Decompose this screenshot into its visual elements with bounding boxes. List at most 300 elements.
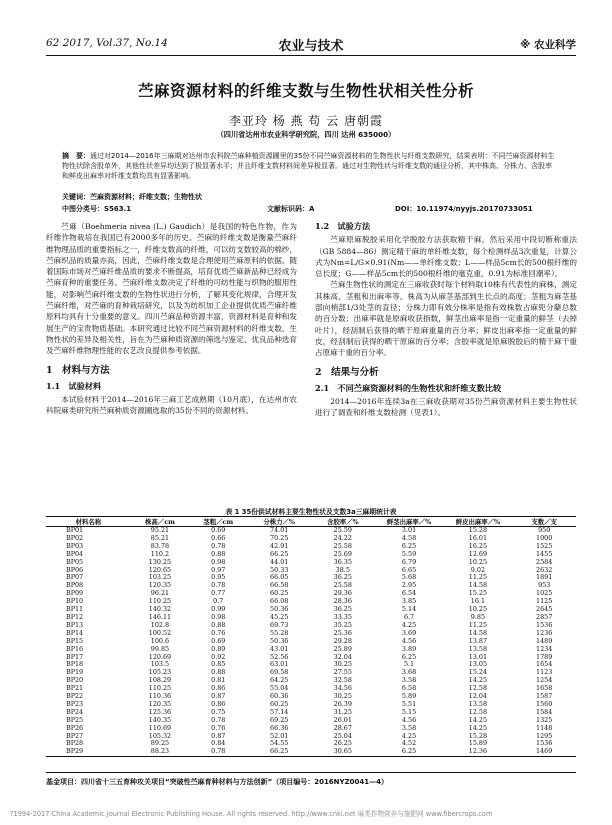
table-cell: 66.58 [270,581,289,590]
col-header-gum: 含胶率／% [311,517,375,527]
table-cell: 60.36 [270,692,289,701]
table-cell: 4.25 [401,731,417,740]
table-cell: 15.24 [468,668,488,677]
table-cell: 14.25 [468,715,488,724]
table-row [46,630,576,638]
col-header-count: 支数／支 [512,517,576,527]
table-cell: 0.95 [211,573,226,582]
table-cell: 13.87 [468,636,488,645]
table-cell: 5.15 [401,707,417,716]
abstract-text: 通过对2014—2016年三麻期对达州市农科院苎麻种植资源圃里的35份不同苎麻资源材料的生物性状与纤维支数研究，结果表明：不同苎麻资源材料生物性状除含股单外，其他性状差异均达到了极显著水平；并且纤维支数材料间差异极显著。通过对生物性状与纤维支数的通径分析，其中株高、分株力、含股率和鲜皮出麻率对纤维支数均具有显著影响。 [62,152,555,181]
left-column [46,221,297,417]
table-cell: 25.59 [333,526,352,534]
table-cell: 2645 [536,605,553,614]
table-row [46,725,576,733]
table-cell: 1025 [536,589,553,598]
table-cell: BP17 [66,652,84,661]
table-cell: 3.85 [401,597,417,606]
table-cell: 0.77 [211,589,226,598]
table-cell: 3.58 [401,676,417,685]
table-cell: 52.56 [270,652,289,661]
subsection-heading-1-1: 1.1 试验材料 [46,380,102,391]
table-cell: 120.35 [148,581,172,590]
table-row [46,693,576,701]
table-cell: BP12 [66,612,84,621]
table-cell: BP01 [66,526,84,534]
table-cell: 3.58 [401,723,417,732]
table-cell: BP25 [66,715,84,724]
table-cell: 6.58 [401,684,417,693]
table-cell: 1148 [536,723,553,732]
table-cell: BP23 [66,699,84,708]
table-cell: 89.25 [150,739,170,748]
table-cell: 3.69 [401,628,417,637]
table-cell: 66.05 [270,573,289,582]
table-row [46,551,576,559]
table-cell: 1489 [536,636,553,645]
table-cell: 42.91 [270,541,289,550]
table-cell: 2632 [536,565,553,574]
table-cell: 0.86 [211,699,226,708]
table-cell: 74.01 [270,526,289,534]
table-cell: 1587 [536,692,553,701]
table-cell: 2584 [536,557,553,566]
table-cell: BP14 [66,628,84,637]
col-header-tiller: 分株力／% [247,517,311,527]
table-cell: 13.58 [468,699,488,708]
table-cell: 99.85 [150,644,170,653]
table-cell: 63.01 [270,660,289,669]
table-cell: 146.11 [148,612,172,621]
table-cell: 6.25 [375,748,444,756]
table-cell: 50.36 [270,636,289,645]
table-cell: 28.36 [333,597,352,606]
table-cell: 1236 [536,628,553,637]
table-cell: 6.65 [401,565,417,574]
table-cell: 4.25 [401,620,417,629]
table-cell: 10.25 [468,605,488,614]
table-cell: 95.21 [150,526,170,534]
table-cell: 16.01 [468,533,488,542]
methods-paragraph-1: 苎麻原麻脱胶采用化学脱胶方法获取精干麻，然后采用中段切断称重法（GB 5884—86）测定精干麻的单纤维支数，每个检测样品3次重复，计算公式为Nm=L/G×0.91(Nm——单纤维支数；L——样品5cm长的500根纤维的总长度；G——样品5cm长的500根纤维的毫克重，0.91为标准回潮率）。 [315,235,577,279]
table-cell: 1654 [536,660,553,669]
table-cell: 1584 [536,707,553,716]
table-cell: 12.36 [443,748,512,756]
table-cell: 69.25 [270,715,289,724]
table-row [46,638,576,646]
affiliation: （四川省达州市农业科学研究院，四川 达州 635000） [216,130,396,139]
table-cell: 12.69 [468,549,488,558]
table-cell: 0.86 [211,684,226,693]
col-header-stem: 茎粗／cm [189,517,247,527]
table-row [46,535,576,543]
table-row [46,606,576,614]
table-cell: 36.25 [333,605,352,614]
table-cell: 38.5 [335,565,350,574]
table-cell: 1789 [536,652,553,661]
table-cell: 30.25 [333,692,352,701]
table-cell: 5.1 [403,660,415,669]
table-cell: 25.69 [333,549,352,558]
table-cell: 66.25 [270,549,289,558]
table-row [46,740,576,748]
table-cell: 25.58 [333,541,352,550]
table-row [46,709,576,717]
intro-paragraph: 苎麻（Boehmeria nivea (L.) Gaudich）是我国的特色作物，作为纤维作物栽培在我国已有2000多年的历史。苎麻的纤维支数是衡量苎麻纤维物理品质的重要指标之一，纤维支数高的纤维，可以纺支数较高的棉纱，苎麻织品的质量亦高，因此，苎麻纤维支数是合理使用苎麻原料的依据。随着国际市场对苎麻纤维品质的要求不断提高，培育优质苎麻新品种已经成为苎麻育种的重要任务。苎麻纤维支数决定了纤维的可纺性能与织物的服用性能，对影响苎麻纤维支数的生物性状进行分析，了解其变化规律，合理开发苎麻纤维，对苎麻的育种栽培研究，以及为纺织加工企业提供优质苎麻纤维原料均具有十分重要的意义。四川苎麻品种资源丰富，资源材料是育种和发展生产的宝贵物质基础。本研究通过比较不同苎麻资源材料的纤维支数、生物性状的差异及相关性，旨在为苎麻种质资源的筛选与鉴定、优良品种选育及苎麻纤维物理性能的农艺改良提供参考依据。 [46,222,297,356]
table-cell: 110.2 [150,549,170,558]
table-cell: BP02 [66,533,84,542]
table-cell: 3.89 [401,644,417,653]
table-cell: 120.69 [148,652,172,661]
table-cell: BP29 [46,748,131,756]
table-cell: BP26 [66,723,84,732]
table-cell: 32.04 [333,652,352,661]
table-cell: 102.8 [150,620,170,629]
table-cell: 29.28 [333,636,352,645]
results-paragraph: 2014—2016年连续3a在三麻收获期对35份苎麻资源材料主要生物性状进行了调查和纤维支数检测（见表1）。 [315,397,577,418]
table-cell: 6.79 [401,557,417,566]
table-cell: 0.78 [211,581,226,590]
table-cell: 1455 [536,549,553,558]
table-cell: 14.58 [468,628,488,637]
table-row [46,748,576,756]
funding-note: 基金项目：四川省十三五育种攻关项目“突破性苎麻育种材料与方法创新”（项目编号：2016NYZ0041—4） [46,772,576,787]
col-header-stem-yield: 鲜茎出麻率／% [375,517,444,527]
table-cell: 0.98 [211,612,226,621]
table-cell: 64.25 [270,676,289,685]
table-cell: 15.89 [468,739,488,748]
clc-number: 中图分类号：S563.1 [62,205,132,213]
table-cell: 140.35 [148,715,172,724]
table-cell: 36.25 [333,573,352,582]
table-cell: BP09 [66,589,84,598]
table-cell: 70.25 [270,533,289,542]
table-cell: 5.51 [401,699,417,708]
table-cell: 2857 [536,612,553,621]
abstract-label: 摘 要： [62,152,90,160]
table-cell: 105.32 [148,731,172,740]
author-list: 李亚玲 杨 燕 苟 云 唐朝霞 [228,114,384,128]
table-cell: 2.95 [401,581,417,590]
table-body [46,527,576,757]
table-row [46,622,576,630]
table-cell: 125.36 [148,707,172,716]
table-cell: 15.28 [468,526,488,534]
table-cell: 110.36 [148,692,172,701]
table-cell: 54.55 [270,739,289,748]
table-cell: 69.58 [270,668,289,677]
table-cell: BP07 [66,573,84,582]
table-cell: 100.52 [148,628,172,637]
table-cell: 30.25 [333,660,352,669]
table-cell: 5.14 [401,605,417,614]
table-cell: 4.56 [401,715,417,724]
table-cell: 4.58 [401,533,417,542]
table-row [46,582,576,590]
table-cell: 0.88 [211,668,226,677]
doi: DOI：10.11974/nyyjs.20170733051 [395,205,533,213]
table-cell: 25.58 [333,581,352,590]
table-cell: 13.58 [468,644,488,653]
table-cell: 25.04 [333,731,352,740]
table-cell: 83.78 [150,541,170,550]
table-cell: 1325 [536,715,553,724]
table-cell: 1000 [536,533,553,542]
table-cell: 12.58 [468,684,488,693]
table-cell: 12.04 [468,692,488,701]
table-cell: 105.23 [148,668,172,677]
table-cell: 66.25 [247,748,311,756]
table-cell: 45.25 [270,612,289,621]
table-cell: 31.25 [333,707,352,716]
keywords: 关键词：苎麻资源材料；纤维支数；生物性状 [62,193,202,201]
table-cell: BP04 [66,549,84,558]
table-cell: 0.92 [211,652,226,661]
table-cell: BP20 [66,676,84,685]
section-heading-2: 2 结果与分析 [315,366,379,378]
table-cell: 5.89 [401,692,417,701]
table-cell: 6.25 [401,652,417,661]
table-cell: 0.76 [211,723,226,732]
table-row [46,614,576,622]
document-code: 文献标识码：A [267,205,315,213]
col-header-height: 株高／cm [131,517,189,527]
table-cell: 27.55 [333,668,352,677]
table-cell: 0.88 [211,549,226,558]
table-header-row [46,517,576,527]
table-cell: BP08 [66,581,84,590]
table-cell: 14.25 [468,676,488,685]
table-row [46,567,576,575]
table-row [46,654,576,662]
table-cell: 103.25 [148,573,172,582]
table-cell: 66.08 [270,597,289,606]
table-cell: 50.36 [270,605,289,614]
table-cell: 0.97 [211,565,226,574]
right-column [315,221,577,419]
table-cell: 950 [538,526,551,534]
table-cell: 55.28 [270,628,289,637]
table-cell: BP10 [66,597,84,606]
table-cell: 33.35 [333,612,352,621]
table-cell: 1125 [536,597,553,606]
table-cell: 0.66 [211,533,226,542]
header-rule [46,55,576,56]
table-row [46,661,576,669]
article-ids [62,204,558,214]
table-cell: 52.01 [270,731,289,740]
table-cell: 103.5 [150,660,170,669]
table-cell: 28.67 [333,723,352,732]
table-cell: 0.88 [211,620,226,629]
table-cell: 1295 [536,731,553,740]
table-cell: 35.25 [333,620,352,629]
table-cell: BP18 [66,660,84,669]
table-cell: 130.25 [148,557,172,566]
table-cell: 55.04 [270,684,289,693]
table-cell: 1469 [512,748,576,756]
running-header [46,37,576,53]
table-cell: BP27 [66,731,84,740]
table-cell: BP06 [66,565,84,574]
table-cell: 10.25 [468,557,488,566]
table-cell: 0.87 [211,731,226,740]
table-cell: 0.85 [211,660,226,669]
table-cell: 0.89 [211,644,226,653]
journal-name: 农业与技术 [278,39,344,54]
table-cell: BP21 [66,684,84,693]
table-row [46,717,576,725]
section-heading-1: 1 材料与方法 [46,364,110,376]
abstract [62,151,558,182]
table-cell: BP15 [66,636,84,645]
table-cell: 0.78 [211,715,226,724]
table-cell: 110.69 [148,723,172,732]
table-cell: BP16 [66,644,84,653]
table-caption: 表 1 35份供试材料主要生物性状及支数3a三麻期统计表 [225,508,397,516]
table-cell: 26.25 [333,739,352,748]
table-cell: BP13 [66,620,84,629]
section-name: ※ 农业科学 [520,39,576,51]
table-row [46,669,576,677]
table-cell: 953 [538,581,551,590]
table-cell: 85.21 [150,533,170,542]
table-cell: 0.99 [211,605,226,614]
col-header-name: 材料名称 [46,517,131,527]
table-cell: 16.1 [470,597,486,606]
table-cell: 1234 [536,644,553,653]
table-cell: 0.7 [213,597,224,606]
table-cell: 4.52 [401,739,417,748]
table-row [46,677,576,685]
table-cell: 30.65 [311,748,375,756]
table-row [46,527,576,535]
table-row [46,646,576,654]
table-cell: 57.14 [270,707,289,716]
table-cell: 15.28 [468,731,488,740]
table-row [46,598,576,606]
table-cell: 120.65 [148,565,172,574]
materials-paragraph: 本试验材料于2014—2016年三麻工艺成熟期（10月底），在达州市农科院麻类研究所苎麻种质资源圃选取的35份不同的资源材料。 [46,395,297,416]
table-cell: BP22 [66,692,84,701]
table-cell: 12.58 [468,707,488,716]
table-cell: 43.01 [270,644,289,653]
table-cell: 1891 [536,573,553,582]
table-cell: 44.01 [270,557,289,566]
data-table [46,516,576,757]
table-cell: 69.73 [270,620,289,629]
table-cell: 108.29 [148,676,172,685]
table-cell: 96.21 [150,589,170,598]
table-cell: 1254 [536,676,553,685]
table-cell: 1123 [536,668,553,677]
table-cell: 5.59 [401,549,417,558]
paper-title: 苎麻资源材料的纤维支数与生物性状相关性分析 [137,82,474,100]
table-cell: 6.7 [403,612,415,621]
table-cell: 9.85 [470,612,486,621]
table-cell: 140.32 [148,605,172,614]
table-cell: 6.25 [401,541,417,550]
table-cell: 0.78 [189,748,247,756]
table-cell: BP03 [66,541,84,550]
table-cell: 50.33 [270,565,289,574]
table-cell: 4.56 [401,636,417,645]
table-cell: 3.68 [401,668,417,677]
table-cell: 24.22 [333,533,352,542]
table-cell: BP28 [66,739,84,748]
table-cell: 60.25 [270,699,289,708]
table-cell: 6.54 [401,589,417,598]
table-cell: 5.68 [401,573,417,582]
table-cell: 0.75 [211,707,226,716]
page-footer: ?1994-2017 China Academic Journal Electronic Publishing House. All rights reserved. http://www.cnki.net 麻类作物营养与施肥网 www.fibercrops.com [10,810,493,818]
subsection-heading-2-1: 2.1 不同苎麻资源材料的生物性状和纤维支数比较 [315,382,502,393]
table-cell: 14.58 [468,581,488,590]
table-cell: 26.39 [333,699,352,708]
table-cell: 0.98 [211,557,226,566]
issue-info: 62 2017, Vol.37, No.14 [46,37,168,49]
table-cell: 13.05 [468,660,488,669]
subsection-heading-1-2: 1.2 试验方法 [315,221,371,231]
table-cell: BP19 [66,668,84,677]
table-cell: 0.81 [211,676,226,685]
table-cell: 100.6 [150,636,170,645]
table-cell: 15.25 [468,589,488,598]
table-row [46,590,576,598]
table-cell: 14.25 [468,723,488,732]
table-row [46,559,576,567]
table-cell: 60.25 [270,589,289,598]
table-row [46,733,576,741]
table-cell: 110.25 [148,597,172,606]
table-cell: 36.35 [333,557,352,566]
table-cell: 34.56 [333,684,352,693]
table-row [46,543,576,551]
table-cell: 1525 [536,541,553,550]
table-row [46,701,576,709]
table-cell: 110.25 [148,684,172,693]
table-cell: 9.02 [470,565,486,574]
table-cell: BP24 [66,707,84,716]
table-cell: 26.01 [333,715,352,724]
col-header-bark-yield: 鲜皮出麻率／% [443,517,512,527]
table-cell: 1536 [536,620,553,629]
table-cell: BP11 [66,605,84,614]
table-cell: 0.76 [211,628,226,637]
table-cell: 0.78 [211,541,226,550]
table-cell: 0.84 [211,739,226,748]
table-cell: BP05 [66,557,84,566]
table-cell: 0.69 [211,636,226,645]
table-cell: 1658 [536,684,553,693]
table-cell: 0.69 [211,526,226,534]
table-row [46,685,576,693]
table-cell: 3.01 [401,526,417,534]
table-cell: 120.35 [148,699,172,708]
table-cell: 25.36 [333,628,352,637]
table-cell: 1560 [536,699,553,708]
table-cell: 25.89 [333,644,352,653]
table-cell: 88.23 [131,748,189,756]
table-cell: 29.36 [333,589,352,598]
table-cell: 1536 [536,739,553,748]
table-cell: 66.36 [270,723,289,732]
table-cell: 13.01 [468,652,488,661]
table-cell: 0.87 [211,692,226,701]
table-cell: 16.25 [468,541,488,550]
methods-paragraph-2: 苎麻生物性状的测定在三麻收获时每个材料取10株有代表性的麻株，测定其株高、茎粗和出麻率等。株高为从麻茎基部到生长点的高度；茎粗为麻茎基部向梢部1/3处茎的直径；分株力即有效分株率是指有效株数占麻兜分蘖总数的百分数；出麻率就是原麻收获指数，鲜茎出麻率是指一定重量的鲜茎（去掉叶片），经刮制后获得的晒干原麻重量的百分率；鲜皮出麻率指一定重量的鲜皮，经刮制后获得的晒干原麻的百分率；含胶率就是原麻脱胶后的精干麻干重占原麻干重的百分率。 [315,280,577,358]
table-cell: 32.58 [333,676,352,685]
